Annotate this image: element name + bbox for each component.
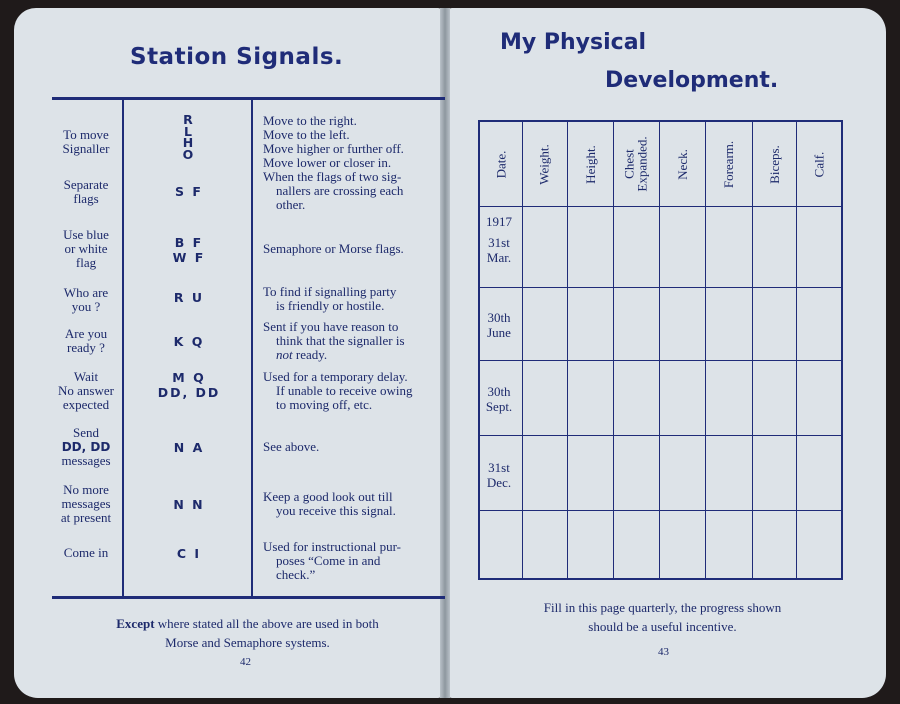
signal-code-line: B F (174, 235, 204, 250)
signal-description (263, 490, 445, 518)
physical-title-line1: My Physical (500, 30, 647, 55)
station-signals-title: Station Signals. (130, 44, 344, 70)
signal-code-line: O (182, 146, 196, 162)
signal-meaning-line: No more (63, 482, 109, 497)
signal-meaning-line: Separate (63, 177, 109, 192)
signal-description-line: you receive this signal. (276, 503, 396, 518)
row-rule (480, 287, 841, 288)
signal-meaning-line: DD, DD (61, 440, 111, 454)
right-footer-line2: should be a useful incentive. (588, 619, 737, 634)
signal-meaning (50, 327, 122, 355)
right-footer-note (490, 598, 835, 636)
column-header-label: Height. (582, 144, 598, 184)
column-header (567, 124, 613, 204)
signal-meaning (50, 178, 122, 206)
signal-code-line: C I (176, 546, 202, 561)
signal-meaning-line: messages (61, 496, 111, 511)
signal-description (263, 320, 445, 362)
column-header (705, 124, 752, 204)
signal-description-line: Move to the right. (263, 113, 357, 128)
signal-meaning-line: messages (61, 453, 111, 468)
physical-title-line2: Development. (605, 68, 779, 93)
signal-description-line: other. (276, 197, 306, 212)
signal-description (263, 114, 445, 170)
signal-description (263, 540, 445, 582)
signal-code (125, 334, 253, 349)
footer-text: where stated all the above are used in both (157, 616, 379, 631)
signal-description-line: think that the signaller is (276, 333, 405, 348)
signal-description (263, 242, 445, 256)
column-header (613, 124, 659, 204)
date-cell (480, 310, 518, 340)
signal-meaning (50, 483, 122, 525)
signal-meaning (50, 546, 122, 560)
date-line: 31st (488, 235, 510, 250)
page-number-left: 42 (240, 656, 251, 668)
signal-code-line: DD, DD (157, 385, 221, 400)
signal-meaning-line: flags (73, 191, 99, 206)
signal-description-line: When the flags of two sig- (263, 169, 402, 184)
footer-bold-word: Except (116, 616, 155, 631)
footer-text-2: Morse and Semaphore systems. (165, 635, 330, 650)
signal-description-line: check.” (276, 567, 316, 582)
signal-code-line: N A (173, 440, 205, 455)
signal-code (125, 114, 253, 160)
column-header (480, 124, 522, 204)
signal-description-line: Move lower or closer in. (263, 155, 392, 170)
signal-meaning-line: Wait (73, 369, 99, 384)
signal-meaning-line: expected (62, 397, 110, 412)
date-line: 31st (488, 460, 510, 475)
signal-code (125, 440, 253, 455)
signal-code-line: H (182, 135, 196, 150)
date-cell (480, 384, 518, 414)
table-top-rule (52, 97, 445, 100)
column-header (522, 124, 567, 204)
signal-code (125, 370, 253, 400)
column-header-label: Weight. (536, 143, 552, 185)
left-footer-note (50, 614, 445, 652)
signal-description-line: If unable to receive owing (276, 383, 413, 398)
signal-description-line: is friendly or hostile. (276, 298, 385, 313)
signal-meaning (50, 370, 122, 412)
signal-description-line: To find if signalling party (263, 284, 397, 299)
signal-description (263, 170, 445, 212)
signal-description-line: nallers are crossing each (276, 183, 404, 198)
date-cell (480, 214, 518, 265)
signal-code (125, 235, 253, 265)
signal-code (125, 184, 253, 199)
signal-meaning (50, 128, 122, 156)
signal-description-line: not ready. (276, 347, 328, 362)
signal-description (263, 370, 445, 412)
signal-code (125, 546, 253, 561)
date-line: Dec. (486, 475, 512, 490)
signal-meaning-line: Are you (64, 326, 108, 341)
signal-meaning-line: Signaller (62, 141, 110, 156)
date-line: Mar. (486, 250, 512, 265)
signal-meaning-line: or white (64, 241, 108, 256)
signal-meaning-line: To move (63, 127, 109, 142)
right-footer-line1: Fill in this page quarterly, the progress shown (543, 600, 782, 615)
row-rule (480, 435, 841, 436)
signal-description-line: See above. (263, 439, 320, 454)
column-divider-1 (122, 100, 124, 596)
signal-meaning (50, 228, 122, 270)
signal-description-line: Move to the left. (263, 127, 350, 142)
header-rule (480, 206, 841, 207)
table-bottom-rule (52, 596, 445, 599)
signal-description-line: to moving off, etc. (276, 397, 373, 412)
column-header-label: Neck. (674, 148, 690, 180)
signal-code-line: L (184, 123, 194, 139)
column-header-label: Biceps. (766, 144, 782, 184)
signal-meaning-line: flag (75, 255, 97, 270)
signal-description-line: Semaphore or Morse flags. (263, 241, 404, 256)
signal-meaning-line: Send (73, 425, 99, 440)
signal-code-line: R U (173, 290, 205, 305)
signal-description-line: Used for a temporary delay. (263, 369, 408, 384)
page-number-right: 43 (658, 646, 669, 658)
column-header-label: Calf. (810, 151, 826, 177)
column-header (659, 124, 705, 204)
date-line: Sept. (485, 399, 513, 414)
column-header (752, 124, 796, 204)
date-line: 30th (487, 384, 511, 399)
signal-meaning-line: ready ? (67, 340, 105, 355)
signal-meaning-line: you ? (71, 299, 101, 314)
signal-meaning-line: Use blue (63, 227, 109, 242)
signal-code-line: S F (175, 184, 203, 199)
signal-meaning (50, 286, 122, 314)
signal-description-line: Sent if you have reason to (263, 319, 399, 334)
column-header (796, 124, 841, 204)
signal-description-line: Move higher or further off. (263, 141, 404, 156)
row-rule (480, 510, 841, 511)
signal-meaning-line: at present (60, 510, 112, 525)
row-rule (480, 360, 841, 361)
signal-code-line: M Q (172, 370, 206, 385)
signal-description-line: Used for instructional pur- (263, 539, 402, 554)
column-header-label: Chest Expanded. (622, 136, 651, 192)
date-line: 30th (487, 310, 511, 325)
signal-description-line: Keep a good look out till (263, 489, 393, 504)
date-cell (480, 460, 518, 490)
signal-description (263, 285, 445, 313)
date-line: 1917 (486, 214, 512, 229)
signal-code-line: N N (173, 497, 205, 512)
signal-meaning-line: Come in (63, 545, 109, 560)
signal-meaning-line: No answer (58, 383, 114, 398)
signal-code-line: W F (172, 250, 206, 265)
column-header-label: Date. (493, 150, 509, 178)
signal-code-line: K Q (173, 334, 205, 349)
signal-code (125, 497, 253, 512)
date-line: June (487, 325, 511, 340)
column-header-label: Forearm. (721, 140, 737, 188)
signal-description-line: poses “Come in and (276, 553, 381, 568)
signal-code (125, 290, 253, 305)
signal-meaning-line: Who are (63, 285, 109, 300)
signal-code-line: R (183, 112, 195, 127)
signal-meaning (50, 426, 122, 468)
signal-description (263, 440, 445, 454)
